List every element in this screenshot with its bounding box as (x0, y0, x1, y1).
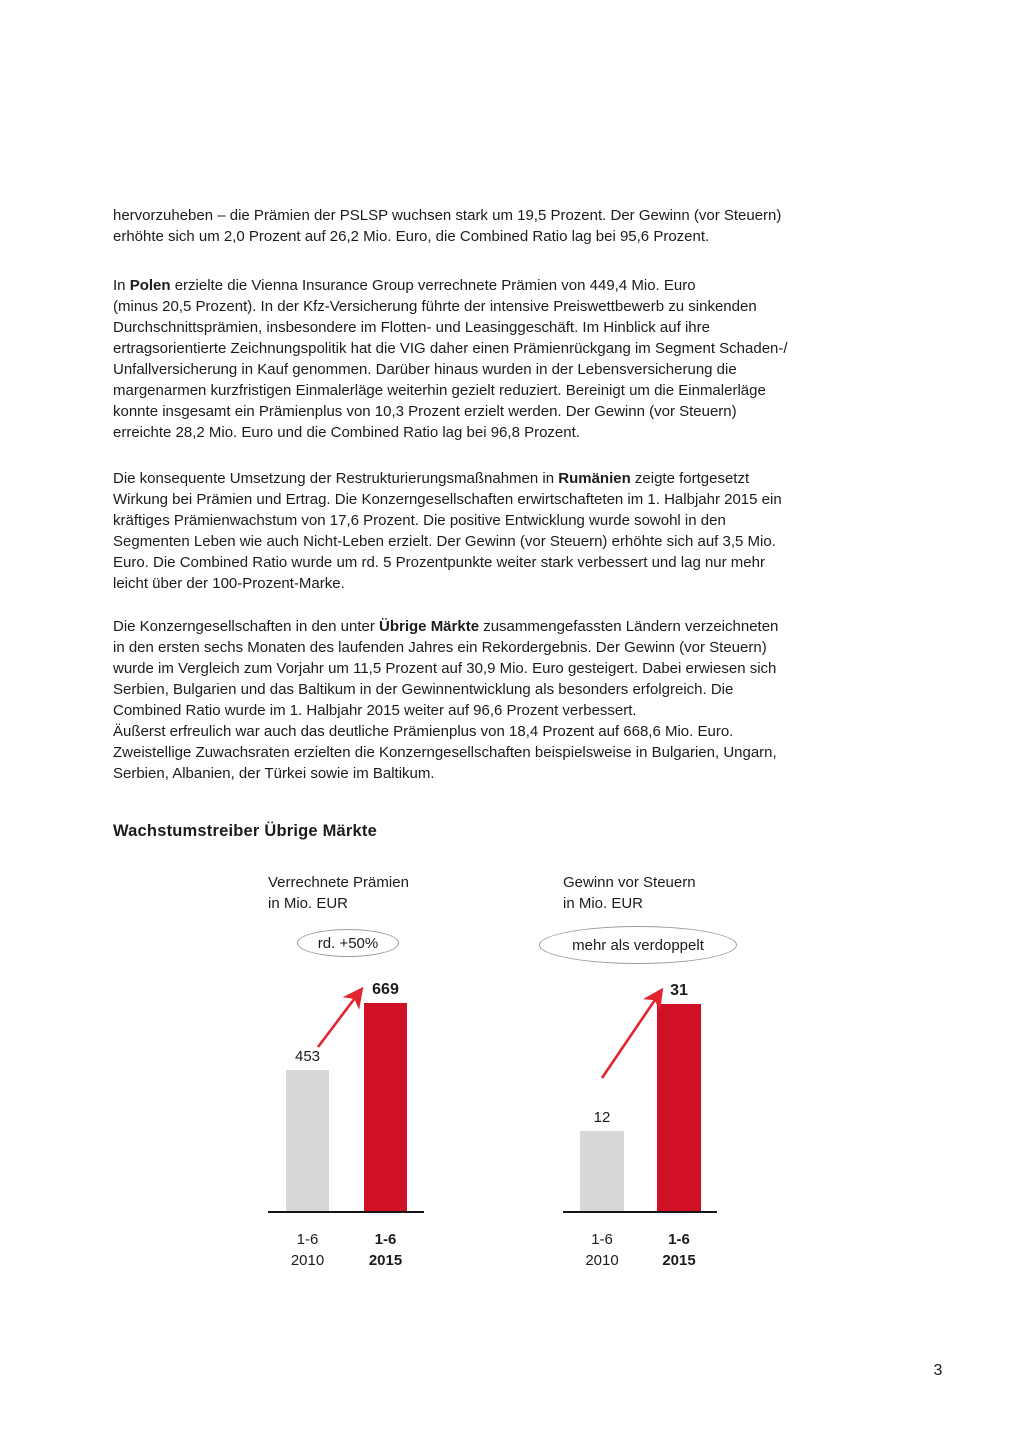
text-line: Unfallversicherung in Kauf genommen. Darüber hinaus wurden in der Lebensversicherung die (113, 361, 737, 378)
chart-unit-line: in Mio. EUR (268, 895, 349, 912)
text-line: Zweistellige Zuwachsraten erzielten die Konzerngesellschaften beispielsweise in Bulgarien, Ungarn, (113, 744, 777, 761)
text-line: kräftiges Prämienwachstum von 17,6 Prozent. Die positive Entwicklung wurde sowohl in den (113, 512, 726, 529)
text-line: Äußerst erfreulich war auch das deutliche Prämienplus von 18,4 Prozent auf 668,6 Mio. Euro. (113, 723, 734, 740)
text-line: margenarmen kurzfristigen Einmalerläge weiterhin gezielt reduziert. Bereinigt um die Einmalerläge (113, 382, 766, 399)
text-line: Wirkung bei Prämien und Ertrag. Die Konzerngesellschaften erwirtschafteten im 1. Halbjahr 2015 ein (113, 491, 782, 508)
category-line: 1-6 (374, 1231, 397, 1248)
category-line: 2010 (290, 1252, 325, 1269)
text-line: Serbien, Bulgarien und das Baltikum in der Gewinnentwicklung als besonders erfolgreich. Die (113, 681, 734, 698)
bar-value-label: 453 (294, 1048, 321, 1065)
section-heading: Wachstumstreiber Übrige Märkte (113, 822, 377, 840)
category-line: 1-6 (296, 1231, 319, 1248)
text-line: Euro. Die Combined Ratio wurde um rd. 5 Prozentpunkte weiter stark verbessert und lag nur mehr (113, 554, 765, 571)
growth-arrow (602, 991, 661, 1078)
chart-unit-line: in Mio. EUR (563, 895, 644, 912)
chart-title-line: Verrechnete Prämien (268, 874, 409, 891)
page-number: 3 (933, 1362, 943, 1379)
category-line: 1-6 (591, 1231, 613, 1248)
bar-value-label: 669 (372, 981, 399, 998)
text-line: Combined Ratio wurde im 1. Halbjahr 2015 weiter auf 96,6 Prozent verbessert. (113, 702, 637, 719)
category-line: 1-6 (668, 1231, 690, 1248)
category-line: 2010 (585, 1252, 619, 1269)
text-line: erreichte 28,2 Mio. Euro und die Combined Ratio lag bei 96,8 Prozent. (113, 424, 580, 441)
text-line: (minus 20,5 Prozent). In der Kfz-Versicherung führte der intensive Preiswettbewerb zu sinkenden (113, 298, 757, 315)
text-line: Die konsequente Umsetzung der Restrukturierungsmaßnahmen in Rumänien zeigte fortgesetzt (113, 470, 750, 487)
bar-value-label: 12 (593, 1109, 611, 1126)
growth-badge: mehr als verdoppelt (539, 926, 737, 964)
text-line: Durchschnittsprämien, insbesondere im Flotten- und Leasinggeschäft. Im Hinblick auf ihre (113, 319, 710, 336)
bar-value-label: 31 (670, 982, 688, 999)
text-line: In Polen erzielte die Vienna Insurance Group verrechnete Prämien von 449,4 Mio. Euro (113, 277, 696, 294)
category-line: 2015 (368, 1252, 403, 1269)
category-line: 2015 (662, 1252, 696, 1269)
text-line: ertragsorientierte Zeichnungspolitik hat die VIG daher einen Prämienrückgang im Segment Schaden-/ (113, 340, 788, 357)
text-line: in den ersten sechs Monaten des laufenden Jahres ein Rekordergebnis. Der Gewinn (vor Steuern) (113, 639, 767, 656)
text-line: Die Konzerngesellschaften in den unter Übrige Märkte zusammengefassten Ländern verzeichneten (113, 618, 779, 635)
text-line: wurde im Vergleich zum Vorjahr um 11,5 Prozent auf 30,9 Mio. Euro gesteigert. Dabei erwiesen sich (113, 660, 777, 677)
text-line: Segmenten Leben wie auch Nicht-Leben erzielt. Der Gewinn (vor Steuern) erhöhte sich auf 3,5 Mio. (113, 533, 776, 550)
text-line: konnte insgesamt ein Prämienplus von 10,3 Prozent erzielt werden. Der Gewinn (vor Steuern) (113, 403, 737, 420)
growth-arrow (318, 990, 361, 1047)
text-line: hervorzuheben – die Prämien der PSLSP wuchsen stark um 19,5 Prozent. Der Gewinn (vor Steuern) (113, 207, 782, 224)
chart-title-line: Gewinn vor Steuern (563, 874, 696, 891)
text-line: leicht über der 100-Prozent-Marke. (113, 575, 345, 592)
text-line: erhöhte sich um 2,0 Prozent auf 26,2 Mio. Euro, die Combined Ratio lag bei 95,6 Prozent. (113, 228, 710, 245)
growth-badge: rd. +50% (297, 929, 399, 957)
text-line: Serbien, Albanien, der Türkei sowie im Baltikum. (113, 765, 435, 782)
